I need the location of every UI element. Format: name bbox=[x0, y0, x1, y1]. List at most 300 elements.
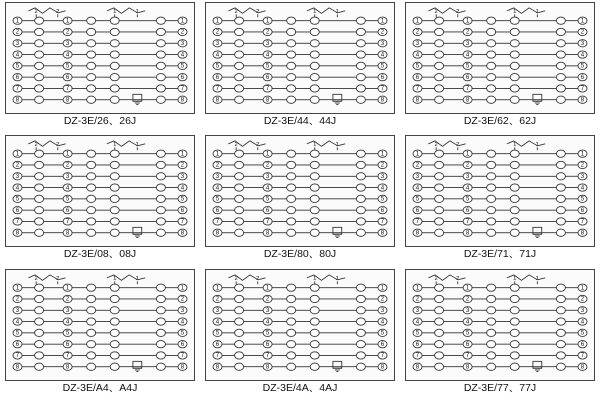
contact-a-row1 bbox=[435, 150, 444, 157]
svg-text:7: 7 bbox=[265, 218, 270, 226]
contact-b-row8 bbox=[87, 229, 96, 236]
terminal-right-2 bbox=[578, 28, 587, 35]
contact-c-row3 bbox=[310, 173, 319, 180]
svg-text:8: 8 bbox=[380, 363, 385, 371]
contact-d-row5 bbox=[156, 329, 165, 336]
terminal-right-1 bbox=[578, 17, 587, 24]
contact-a-row8 bbox=[35, 96, 44, 103]
contact-d-row7 bbox=[356, 85, 365, 92]
terminal-left-2 bbox=[13, 162, 22, 169]
contact-c-row4 bbox=[310, 51, 319, 58]
svg-text:1: 1 bbox=[215, 284, 220, 292]
terminal-mid-5 bbox=[263, 196, 272, 203]
contact-a-row7 bbox=[235, 351, 244, 358]
terminal-mid-3 bbox=[463, 306, 472, 313]
terminal-mid-7 bbox=[63, 218, 72, 225]
terminal-left-1 bbox=[413, 284, 422, 291]
svg-text:1: 1 bbox=[180, 17, 185, 25]
contact-b-row4 bbox=[487, 318, 496, 325]
contact-c-row8 bbox=[310, 96, 319, 103]
terminal-mid-4 bbox=[463, 51, 472, 58]
terminal-mid-6 bbox=[463, 207, 472, 214]
svg-text:2: 2 bbox=[465, 295, 470, 303]
svg-text:2: 2 bbox=[265, 161, 270, 169]
svg-text:1: 1 bbox=[65, 150, 70, 158]
terminal-mid-8 bbox=[263, 96, 272, 103]
diagram-panel bbox=[200, 133, 400, 266]
terminal-left-5 bbox=[413, 62, 422, 69]
terminal-right-3 bbox=[578, 306, 587, 313]
terminal-right-7 bbox=[378, 85, 387, 92]
contact-b-row2 bbox=[487, 162, 496, 169]
terminal-right-2 bbox=[178, 295, 187, 302]
terminal-mid-7 bbox=[463, 218, 472, 225]
svg-text:6: 6 bbox=[65, 207, 70, 215]
svg-text:3: 3 bbox=[215, 39, 220, 47]
svg-text:5: 5 bbox=[65, 62, 70, 70]
contact-b-row2 bbox=[487, 28, 496, 35]
contact-d-row5 bbox=[356, 62, 365, 69]
contact-c-row7 bbox=[110, 351, 119, 358]
terminal-right-1 bbox=[578, 150, 587, 157]
svg-text:1: 1 bbox=[415, 284, 420, 292]
terminal-right-4 bbox=[178, 318, 187, 325]
terminal-left-6 bbox=[213, 74, 222, 81]
svg-text:1: 1 bbox=[580, 150, 585, 158]
terminal-right-3 bbox=[178, 173, 187, 180]
contact-c-row1 bbox=[510, 150, 519, 157]
contact-c-row1 bbox=[110, 150, 119, 157]
contact-d-row1 bbox=[356, 284, 365, 291]
contact-b-row1 bbox=[87, 150, 96, 157]
svg-text:6: 6 bbox=[415, 340, 420, 348]
panel-frame bbox=[5, 269, 195, 381]
terminal-mid-3 bbox=[263, 40, 272, 47]
terminal-right-3 bbox=[378, 40, 387, 47]
contact-d-row5 bbox=[556, 196, 565, 203]
terminal-left-7 bbox=[213, 218, 222, 225]
terminal-right-1 bbox=[378, 150, 387, 157]
terminal-mid-7 bbox=[263, 351, 272, 358]
svg-text:5: 5 bbox=[415, 62, 420, 70]
terminal-mid-3 bbox=[263, 306, 272, 313]
terminal-mid-4 bbox=[63, 51, 72, 58]
svg-text:6: 6 bbox=[215, 340, 220, 348]
top-label: 1 bbox=[513, 142, 517, 149]
svg-text:7: 7 bbox=[15, 218, 20, 226]
contact-b-row3 bbox=[487, 306, 496, 313]
svg-text:1: 1 bbox=[465, 150, 470, 158]
svg-text:2: 2 bbox=[15, 161, 20, 169]
svg-text:5: 5 bbox=[415, 195, 420, 203]
contact-d-row8 bbox=[356, 363, 365, 370]
svg-text:3: 3 bbox=[580, 173, 585, 181]
terminal-right-7 bbox=[578, 85, 587, 92]
svg-text:8: 8 bbox=[265, 229, 270, 237]
terminal-left-8 bbox=[13, 96, 22, 103]
contact-d-row4 bbox=[356, 184, 365, 191]
contact-d-row4 bbox=[556, 51, 565, 58]
terminal-left-4 bbox=[413, 51, 422, 58]
terminal-mid-6 bbox=[63, 74, 72, 81]
contact-d-row7 bbox=[556, 351, 565, 358]
contact-a-row8 bbox=[435, 96, 444, 103]
contact-c-row7 bbox=[310, 351, 319, 358]
contact-b-row5 bbox=[287, 196, 296, 203]
contact-b-row5 bbox=[487, 62, 496, 69]
svg-text:7: 7 bbox=[215, 85, 220, 93]
svg-text:4: 4 bbox=[465, 317, 470, 325]
terminal-left-8 bbox=[413, 229, 422, 236]
contact-a-row5 bbox=[35, 329, 44, 336]
svg-text:4: 4 bbox=[15, 184, 20, 192]
svg-text:7: 7 bbox=[180, 218, 185, 226]
terminal-left-5 bbox=[13, 329, 22, 336]
contact-d-row5 bbox=[556, 62, 565, 69]
contact-c-row8 bbox=[110, 229, 119, 236]
terminal-left-2 bbox=[413, 28, 422, 35]
diagram-panel bbox=[200, 267, 400, 400]
contact-c-row1 bbox=[510, 284, 519, 291]
contact-b-row6 bbox=[487, 207, 496, 214]
contact-b-row8 bbox=[287, 363, 296, 370]
panel-caption: DZ-3E/26、26J bbox=[63, 115, 137, 127]
terminal-left-8 bbox=[13, 229, 22, 236]
svg-text:2: 2 bbox=[380, 28, 385, 36]
contact-d-row1 bbox=[556, 17, 565, 24]
svg-text:2: 2 bbox=[180, 161, 185, 169]
contact-d-row7 bbox=[556, 218, 565, 225]
contact-d-row6 bbox=[356, 74, 365, 81]
svg-text:6: 6 bbox=[465, 340, 470, 348]
contact-a-row7 bbox=[435, 351, 444, 358]
svg-text:2: 2 bbox=[215, 295, 220, 303]
contact-c-row3 bbox=[310, 40, 319, 47]
contact-c-row6 bbox=[510, 207, 519, 214]
svg-text:7: 7 bbox=[65, 85, 70, 93]
contact-c-row1 bbox=[310, 150, 319, 157]
contact-a-row1 bbox=[35, 150, 44, 157]
top-label: 1 bbox=[135, 275, 139, 282]
svg-text:5: 5 bbox=[265, 195, 270, 203]
contact-b-row8 bbox=[487, 363, 496, 370]
terminal-right-3 bbox=[578, 40, 587, 47]
terminal-right-4 bbox=[578, 318, 587, 325]
svg-text:4: 4 bbox=[180, 51, 185, 59]
terminal-right-4 bbox=[178, 184, 187, 191]
terminal-mid-2 bbox=[63, 28, 72, 35]
contact-a-row5 bbox=[435, 329, 444, 336]
diagram-panel bbox=[0, 267, 200, 400]
svg-text:7: 7 bbox=[465, 85, 470, 93]
svg-text:5: 5 bbox=[465, 195, 470, 203]
terminal-right-5 bbox=[178, 329, 187, 336]
contact-c-row2 bbox=[510, 295, 519, 302]
top-label: 1 bbox=[113, 275, 117, 282]
contact-a-row1 bbox=[435, 17, 444, 24]
contact-a-row6 bbox=[235, 340, 244, 347]
terminal-left-1 bbox=[13, 284, 22, 291]
svg-text:3: 3 bbox=[180, 39, 185, 47]
terminal-right-1 bbox=[578, 284, 587, 291]
terminal-right-5 bbox=[178, 62, 187, 69]
contact-b-row3 bbox=[287, 173, 296, 180]
contact-a-row8 bbox=[435, 363, 444, 370]
contact-c-row7 bbox=[510, 218, 519, 225]
terminal-right-6 bbox=[378, 340, 387, 347]
svg-text:4: 4 bbox=[465, 184, 470, 192]
terminal-left-6 bbox=[413, 74, 422, 81]
contact-c-row6 bbox=[310, 74, 319, 81]
panel-caption: DZ-3E/4A、4AJ bbox=[262, 381, 338, 394]
panel-frame bbox=[205, 269, 395, 381]
contact-a-row2 bbox=[435, 162, 444, 169]
terminal-right-5 bbox=[578, 329, 587, 336]
contact-d-row3 bbox=[156, 306, 165, 313]
svg-text:7: 7 bbox=[215, 351, 220, 359]
contact-c-row7 bbox=[310, 85, 319, 92]
svg-text:3: 3 bbox=[180, 306, 185, 314]
contact-d-row5 bbox=[156, 196, 165, 203]
contact-b-row8 bbox=[87, 96, 96, 103]
contact-d-row6 bbox=[556, 340, 565, 347]
terminal-left-8 bbox=[213, 96, 222, 103]
terminal-left-1 bbox=[213, 150, 222, 157]
contact-c-row2 bbox=[310, 162, 319, 169]
svg-text:4: 4 bbox=[580, 51, 585, 59]
contact-c-row8 bbox=[310, 229, 319, 236]
terminal-left-6 bbox=[213, 207, 222, 214]
contact-c-row2 bbox=[110, 162, 119, 169]
contact-b-row4 bbox=[487, 184, 496, 191]
contact-c-row1 bbox=[310, 284, 319, 291]
terminal-right-2 bbox=[378, 162, 387, 169]
top-label: 2 bbox=[34, 275, 38, 282]
contact-b-row5 bbox=[487, 196, 496, 203]
terminal-mid-3 bbox=[63, 173, 72, 180]
svg-text:3: 3 bbox=[465, 306, 470, 314]
svg-text:1: 1 bbox=[380, 17, 385, 25]
svg-text:1: 1 bbox=[215, 150, 220, 158]
terminal-right-2 bbox=[178, 28, 187, 35]
contact-b-row4 bbox=[487, 51, 496, 58]
top-label: 1 bbox=[135, 8, 139, 15]
terminal-mid-8 bbox=[463, 363, 472, 370]
contact-d-row1 bbox=[156, 17, 165, 24]
svg-text:2: 2 bbox=[415, 28, 420, 36]
contact-d-row3 bbox=[556, 40, 565, 47]
contact-c-row2 bbox=[510, 162, 519, 169]
terminal-mid-1 bbox=[263, 284, 272, 291]
contact-d-row8 bbox=[156, 229, 165, 236]
contact-c-row1 bbox=[110, 17, 119, 24]
contact-b-row3 bbox=[287, 306, 296, 313]
svg-text:2: 2 bbox=[465, 161, 470, 169]
svg-text:8: 8 bbox=[380, 229, 385, 237]
terminal-right-5 bbox=[378, 62, 387, 69]
contact-c-row7 bbox=[310, 218, 319, 225]
contact-b-row6 bbox=[87, 340, 96, 347]
svg-text:8: 8 bbox=[580, 363, 585, 371]
terminal-right-4 bbox=[578, 184, 587, 191]
svg-text:1: 1 bbox=[265, 17, 270, 25]
svg-text:4: 4 bbox=[265, 317, 270, 325]
svg-text:2: 2 bbox=[580, 28, 585, 36]
svg-text:7: 7 bbox=[580, 85, 585, 93]
svg-text:6: 6 bbox=[265, 73, 270, 81]
contact-c-row3 bbox=[310, 306, 319, 313]
terminal-right-1 bbox=[378, 284, 387, 291]
terminal-right-4 bbox=[378, 184, 387, 191]
contact-d-row6 bbox=[556, 207, 565, 214]
contact-b-row5 bbox=[287, 329, 296, 336]
terminal-right-2 bbox=[178, 162, 187, 169]
contact-a-row6 bbox=[235, 207, 244, 214]
contact-b-row6 bbox=[287, 74, 296, 81]
svg-text:4: 4 bbox=[65, 51, 70, 59]
svg-text:4: 4 bbox=[465, 51, 470, 59]
svg-text:2: 2 bbox=[265, 295, 270, 303]
svg-text:8: 8 bbox=[265, 363, 270, 371]
svg-text:3: 3 bbox=[380, 173, 385, 181]
top-label: 1 bbox=[513, 8, 517, 15]
contact-b-row6 bbox=[487, 340, 496, 347]
contact-a-row5 bbox=[35, 196, 44, 203]
contact-d-row6 bbox=[156, 74, 165, 81]
terminal-mid-6 bbox=[463, 74, 472, 81]
contact-d-row2 bbox=[156, 162, 165, 169]
terminal-left-1 bbox=[13, 150, 22, 157]
svg-text:4: 4 bbox=[65, 184, 70, 192]
contact-a-row3 bbox=[235, 40, 244, 47]
terminal-left-4 bbox=[213, 184, 222, 191]
contact-b-row7 bbox=[287, 218, 296, 225]
terminal-right-8 bbox=[378, 96, 387, 103]
contact-a-row1 bbox=[235, 150, 244, 157]
contact-b-row4 bbox=[87, 318, 96, 325]
contact-d-row3 bbox=[556, 306, 565, 313]
top-label: 2 bbox=[256, 8, 260, 15]
svg-text:7: 7 bbox=[415, 85, 420, 93]
terminal-left-3 bbox=[413, 173, 422, 180]
svg-text:2: 2 bbox=[380, 161, 385, 169]
terminal-left-6 bbox=[413, 340, 422, 347]
contact-a-row5 bbox=[435, 196, 444, 203]
svg-text:4: 4 bbox=[215, 317, 220, 325]
contact-b-row2 bbox=[287, 295, 296, 302]
svg-text:8: 8 bbox=[215, 363, 220, 371]
svg-text:8: 8 bbox=[465, 96, 470, 104]
terminal-right-6 bbox=[578, 207, 587, 214]
svg-text:1: 1 bbox=[65, 284, 70, 292]
contact-c-row2 bbox=[110, 295, 119, 302]
contact-a-row2 bbox=[235, 295, 244, 302]
contact-a-row6 bbox=[235, 74, 244, 81]
contact-b-row1 bbox=[487, 17, 496, 24]
terminal-mid-1 bbox=[463, 17, 472, 24]
panel-frame bbox=[5, 2, 195, 114]
contact-b-row2 bbox=[287, 162, 296, 169]
contact-d-row1 bbox=[556, 150, 565, 157]
contact-d-row8 bbox=[356, 96, 365, 103]
contact-b-row3 bbox=[87, 40, 96, 47]
panel-caption: DZ-3E/80、80J bbox=[263, 248, 337, 261]
top-label: 1 bbox=[335, 142, 339, 149]
top-label: 1 bbox=[135, 142, 139, 149]
contact-c-row5 bbox=[510, 196, 519, 203]
terminal-left-8 bbox=[413, 363, 422, 370]
svg-text:7: 7 bbox=[380, 218, 385, 226]
contact-a-row4 bbox=[435, 51, 444, 58]
contact-a-row8 bbox=[35, 363, 44, 370]
svg-text:5: 5 bbox=[465, 329, 470, 337]
contact-b-row6 bbox=[87, 74, 96, 81]
svg-text:1: 1 bbox=[180, 150, 185, 158]
svg-text:6: 6 bbox=[15, 73, 20, 81]
terminal-mid-6 bbox=[263, 340, 272, 347]
svg-text:4: 4 bbox=[15, 51, 20, 59]
contact-b-row5 bbox=[87, 62, 96, 69]
contact-b-row1 bbox=[287, 17, 296, 24]
svg-text:3: 3 bbox=[15, 39, 20, 47]
svg-text:2: 2 bbox=[15, 295, 20, 303]
top-label: 2 bbox=[456, 275, 460, 282]
terminal-right-8 bbox=[578, 96, 587, 103]
terminal-left-7 bbox=[13, 85, 22, 92]
contact-b-row1 bbox=[287, 150, 296, 157]
contact-c-row1 bbox=[110, 284, 119, 291]
terminal-mid-4 bbox=[463, 184, 472, 191]
svg-text:3: 3 bbox=[580, 39, 585, 47]
top-label: 2 bbox=[34, 8, 38, 15]
svg-text:8: 8 bbox=[180, 96, 185, 104]
svg-text:2: 2 bbox=[15, 28, 20, 36]
terminal-right-2 bbox=[578, 162, 587, 169]
terminal-mid-2 bbox=[63, 162, 72, 169]
contact-d-row8 bbox=[556, 363, 565, 370]
contact-c-row6 bbox=[110, 74, 119, 81]
contact-a-row2 bbox=[435, 28, 444, 35]
terminal-right-3 bbox=[178, 306, 187, 313]
panel-caption: DZ-3E/77、77J bbox=[463, 381, 537, 394]
terminal-left-4 bbox=[13, 318, 22, 325]
top-label: 2 bbox=[56, 142, 60, 149]
terminal-right-7 bbox=[378, 351, 387, 358]
top-label: 2 bbox=[34, 142, 38, 149]
svg-text:5: 5 bbox=[180, 195, 185, 203]
svg-text:1: 1 bbox=[465, 284, 470, 292]
panel-frame bbox=[405, 135, 595, 247]
contact-d-row6 bbox=[556, 74, 565, 81]
top-label: 1 bbox=[313, 275, 317, 282]
contact-c-row6 bbox=[510, 74, 519, 81]
contact-b-row1 bbox=[487, 150, 496, 157]
terminal-right-5 bbox=[578, 62, 587, 69]
svg-text:6: 6 bbox=[215, 207, 220, 215]
svg-text:1: 1 bbox=[65, 17, 70, 25]
contact-a-row7 bbox=[235, 218, 244, 225]
svg-text:7: 7 bbox=[465, 351, 470, 359]
top-label: 2 bbox=[56, 8, 60, 15]
svg-text:7: 7 bbox=[415, 218, 420, 226]
terminal-left-2 bbox=[213, 28, 222, 35]
contact-b-row3 bbox=[487, 40, 496, 47]
contact-c-row4 bbox=[510, 51, 519, 58]
terminal-right-4 bbox=[178, 51, 187, 58]
contact-d-row7 bbox=[156, 351, 165, 358]
terminal-mid-5 bbox=[263, 329, 272, 336]
top-label: 2 bbox=[456, 8, 460, 15]
